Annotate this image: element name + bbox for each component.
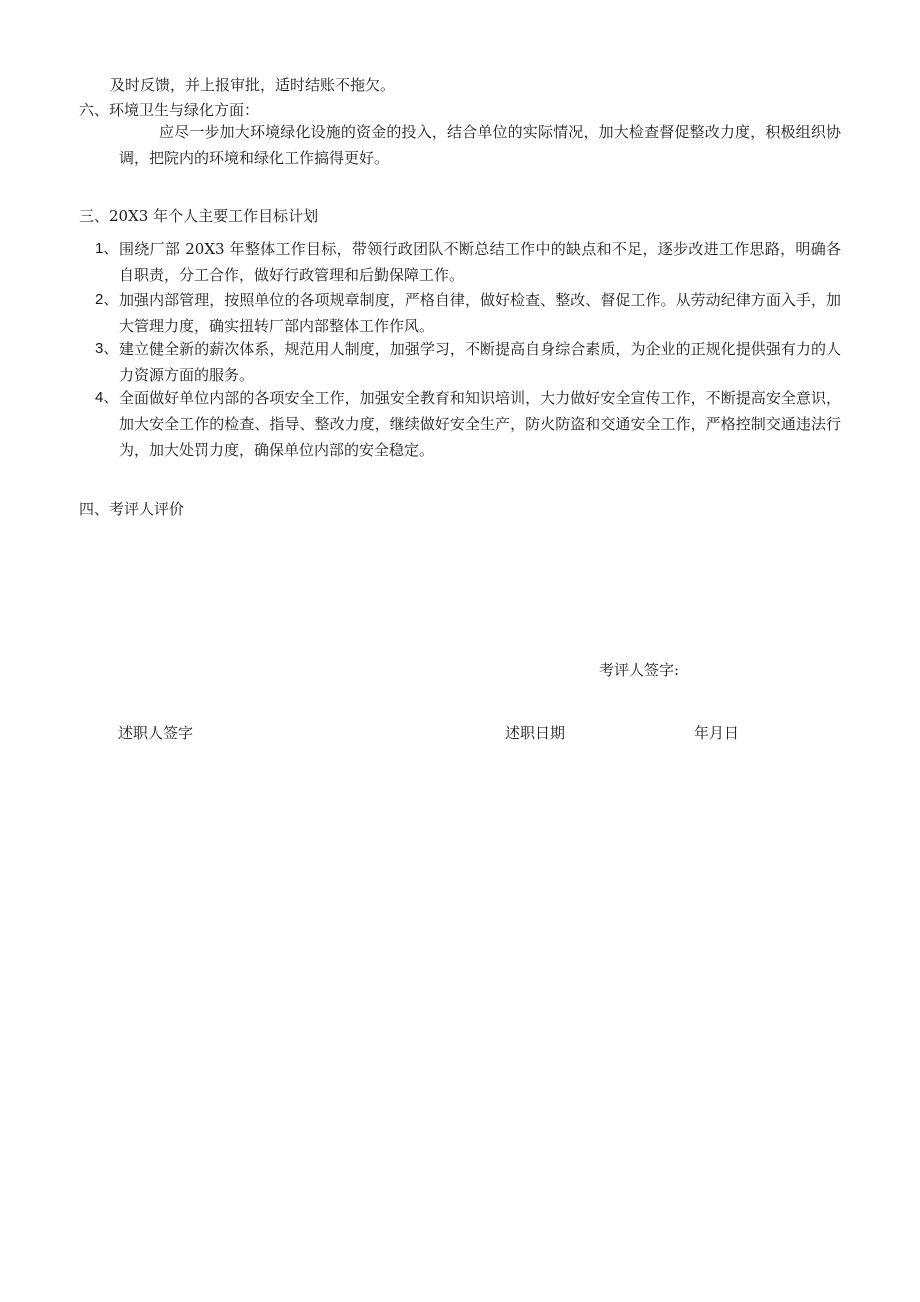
date-placeholder: 年月日 [694,724,740,742]
list-item: 围绕厂部 20X3 年整体工作目标，带领行政团队不断总结工作中的缺点和不足，逐步改进工作思路，明确各自职责，分工合作，做好行政管理和后勤保障工作。 [119,240,841,284]
section-heading-plan: 三、20X3 年个人主要工作目标计划 [79,207,319,225]
section-heading-environment: 六、环境卫生与绿化方面： [79,101,260,119]
list-item-number: 1、 [95,240,119,257]
environment-paragraph: 应尽一步加大环境绿化设施的资金的投入，结合单位的实际情况，加大检查督促整改力度，积极组织协调，把院内的环境和绿化工作搞得更好。 [119,123,841,167]
list-item: 加强内部管理，按照单位的各项规章制度，严格自律，做好检查、整改、督促工作。从劳动纪律方面入手，加大管理力度，确实扭转厂部内部整体工作作风。 [119,291,841,335]
list-item: 全面做好单位内部的各项安全工作，加强安全教育和知识培训，大力做好安全宣传工作，不断提高安全意识，加大安全工作的检查、指导、整改力度，继续做好安全生产，防火防盗和交通安全工作，严格控制交通违法行为，加大处罚力度，确保单位内部的安全稳定。 [119,389,841,459]
continued-line: 及时反馈，并上报审批，适时结账不拖欠。 [110,76,396,94]
section-heading-review: 四、考评人评价 [79,500,185,518]
list-item: 建立健全新的薪次体系，规范用人制度，加强学习，不断提高自身综合素质，为企业的正规化提供强有力的人力资源方面的服务。 [119,340,841,384]
report-date-label: 述职日期 [505,724,566,742]
reporter-signature-label: 述职人签字 [118,724,194,742]
reviewer-signature-label: 考评人签字: [599,661,680,679]
list-item-number: 2、 [95,291,119,308]
list-item-number: 3、 [95,340,119,357]
list-item-number: 4、 [95,389,119,406]
